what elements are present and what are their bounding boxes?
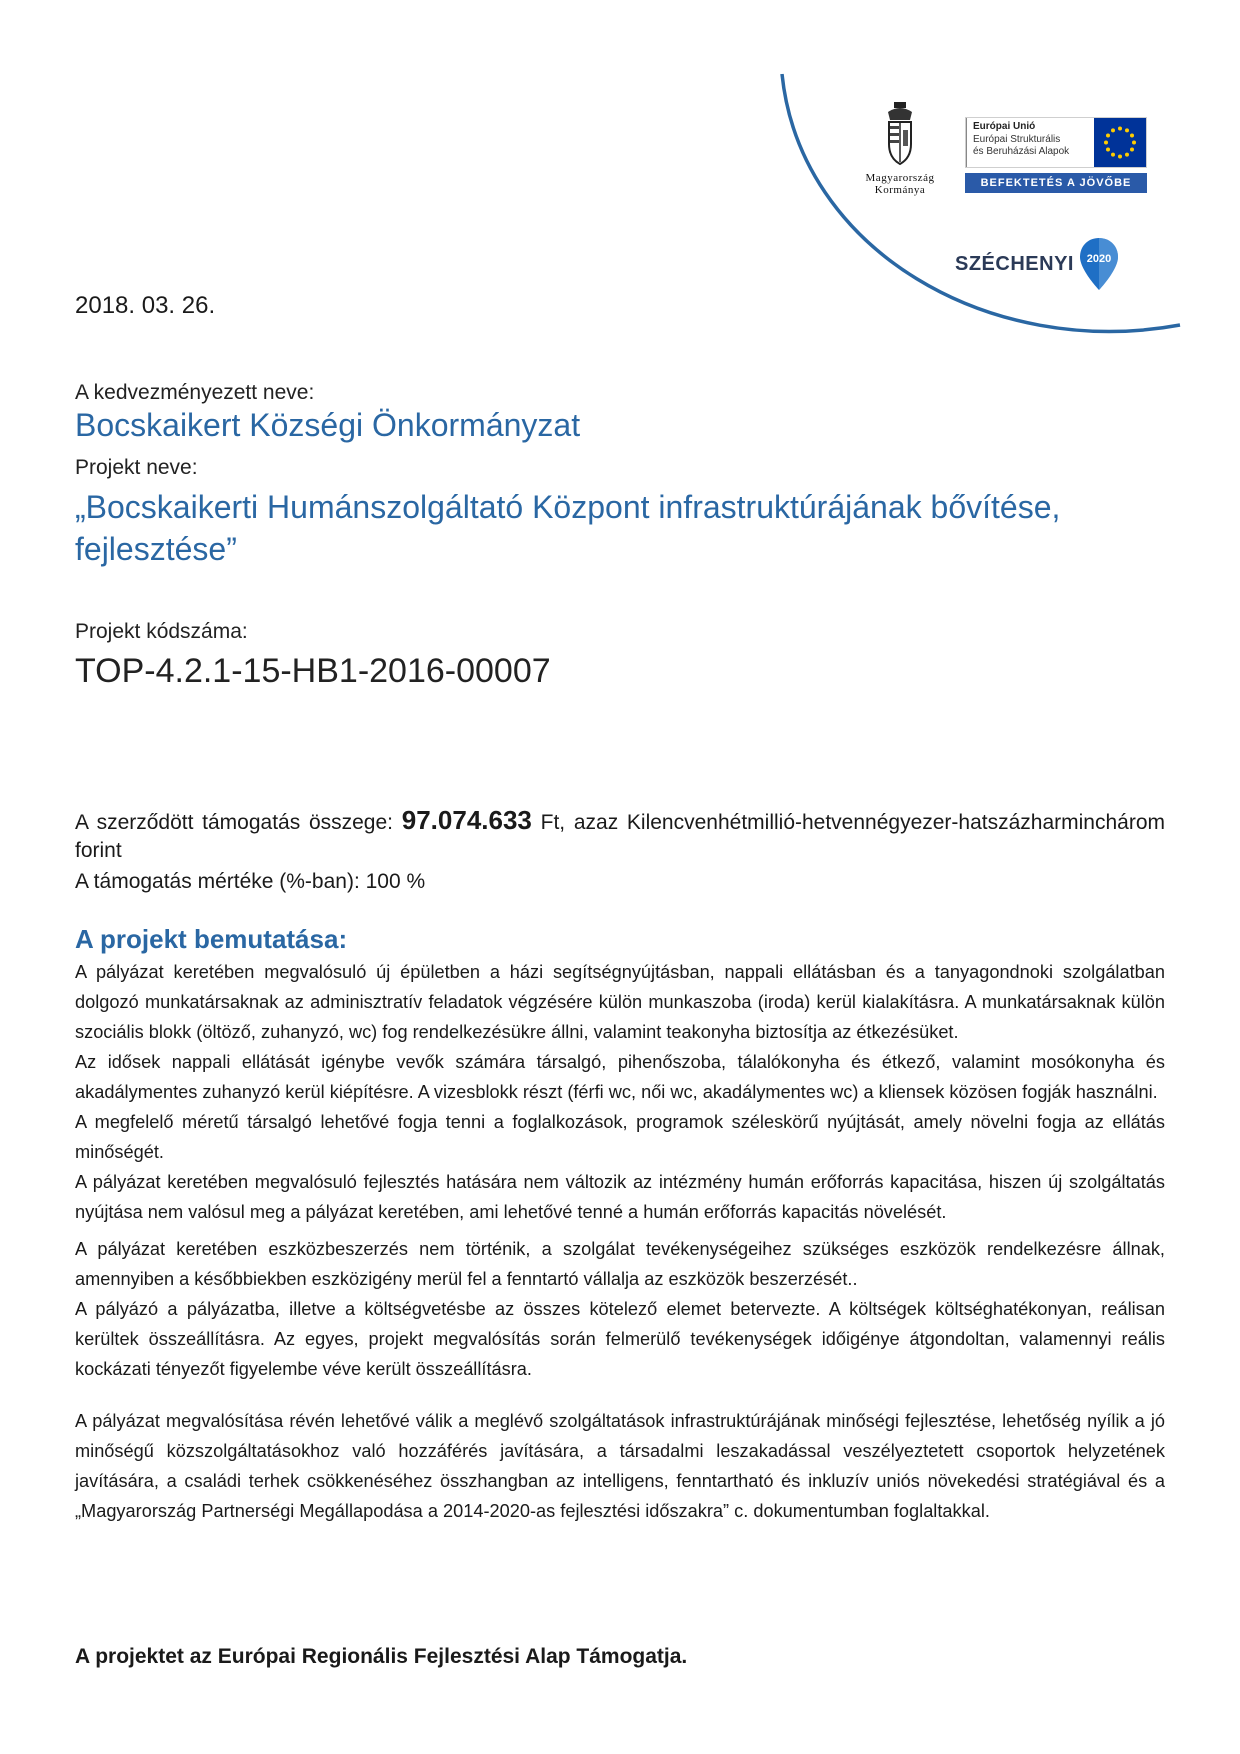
section-title: A projekt bemutatása: [75,924,348,954]
government-logo [845,100,955,196]
document-date: 2018. 03. 26. [75,292,216,319]
funding-amount-line [75,806,1165,865]
beneficiary-name: Bocskaikert Községi Önkormányzat [75,407,581,443]
eu-flag-icon [1094,118,1146,167]
szechenyi-word: SZÉCHENYI [955,252,1074,275]
eu-title: Európai Unió [973,121,1036,132]
paragraph: A pályázat keretében megvalósuló fejlesztés hatására nem változik az intézmény humán erőforrás kapacitása, hiszen új szolgáltatás nyújtása nem valósul meg a pályázat keretében, ami lehetővé tenné a humán erőforrás kapacitás növelését. [75,1172,1165,1222]
paragraph: A megfelelő méretű társalgó lehetővé fogja tenni a foglalkozások, programok széleskörű nyújtását, amely növelni fogja az ellátás minőségét. [75,1112,1165,1162]
beneficiary-label: A kedvezményezett neve: [75,381,315,404]
project-code-label: Projekt kódszáma: [75,620,248,643]
eu-line2: és Beruházási Alapok [973,146,1070,157]
amount-value: 97.074.633 [401,805,532,835]
amount-label: A szerződött támogatás összege: [75,811,394,834]
decorative-arc [760,60,1200,340]
szechenyi-2020-logo [955,236,1120,292]
paragraph: A pályázat keretében eszközbeszerzés nem történik, a szolgálat tevékenységeihez szükséges eszközök rendelkezésre állnak, amennyiben a későbbiekben eszközigény merül fel a fenntartó vállalja az eszközök beszerzését.. [75,1239,1165,1289]
funding-rate: A támogatás mértéke (%-ban): 100 % [75,870,426,893]
szechenyi-pin-icon [1078,236,1120,292]
paragraph: A pályázat megvalósítása révén lehetővé válik a meglévő szolgáltatások infrastruktúrájának minőségi fejlesztése, lehetőség nyílik a jó minőségű közszolgáltatásokhoz való hozzáférés javítására, a társadalmi leszakadással veszélyeztetett csoportok helyzetének javítására, a családi terhek csökkenéséhez összhangban az intelligens, fenntartható és inkluzív uniós növekedési stratégiával és a „Magyarország Partnerségi Megállapodása a 2014-2020-as fejlesztési időszakra” c. dokumentumban foglaltakkal. [75,1411,1165,1521]
coat-of-arms-icon [880,100,920,168]
amount-text: Ft, azaz Kilencvenhétmillió-hetvennégyezer-hatszázharminchárom forint [75,811,1166,862]
eu-funds-logo [965,117,1147,193]
eu-line1: Európai Strukturális [973,133,1061,145]
project-description [75,957,1165,1526]
paragraph: A pályázat keretében megvalósuló új épületben a házi segítségnyújtásban, nappali ellátásban és a tanyagondnoki szolgálatban dolgozó munkatársaknak az adminisztratív feladatok végzésére külön munkaszoba (iroda) kerül kialakításra. A munkatársaknak külön szociális blokk (öltöző, zuhanyzó, wc) fog rendelkezésükre állni, valamint teakonyha biztosítja az étkezésüket. [75,962,1165,1042]
project-name: „Bocskaikerti Humánszolgáltató Központ infrastruktúrájának bővítése, fejlesztése” [75,489,1061,567]
project-label: Projekt neve: [75,456,198,479]
closing-statement: A projektet az Európai Regionális Fejlesztési Alap Támogatja. [75,1645,688,1668]
paragraph: Az idősek nappali ellátását igénybe vevők számára társalgó, pihenőszoba, tálalókonyha és étkező, valamint mosókonyha és akadálymentes zuhanyzó kerül kiépítésre. A vizesblokk részt (férfi wc, női wc, akadálymentes wc) a kliensek közösen fogják használni. [75,1052,1165,1102]
szechenyi-year: 2020 [1086,253,1112,265]
paragraph: A pályázó a pályázatba, illetve a költségvetésbe az összes kötelező elemet betervezte. A költségek költséghatékonyan, reálisan kerültek összeállításra. Az egyes, projekt megvalósítás során felmerülő tevékenységek időigénye átgondoltan, valamennyi reális kockázati tényezőt figyelembe véve került összeállításra. [75,1299,1165,1379]
project-code: TOP-4.2.1-15-HB1-2016-00007 [75,652,551,690]
eu-slogan: BEFEKTETÉS A JÖVŐBE [965,173,1147,193]
government-name: Magyarország Kormánya [865,172,935,196]
